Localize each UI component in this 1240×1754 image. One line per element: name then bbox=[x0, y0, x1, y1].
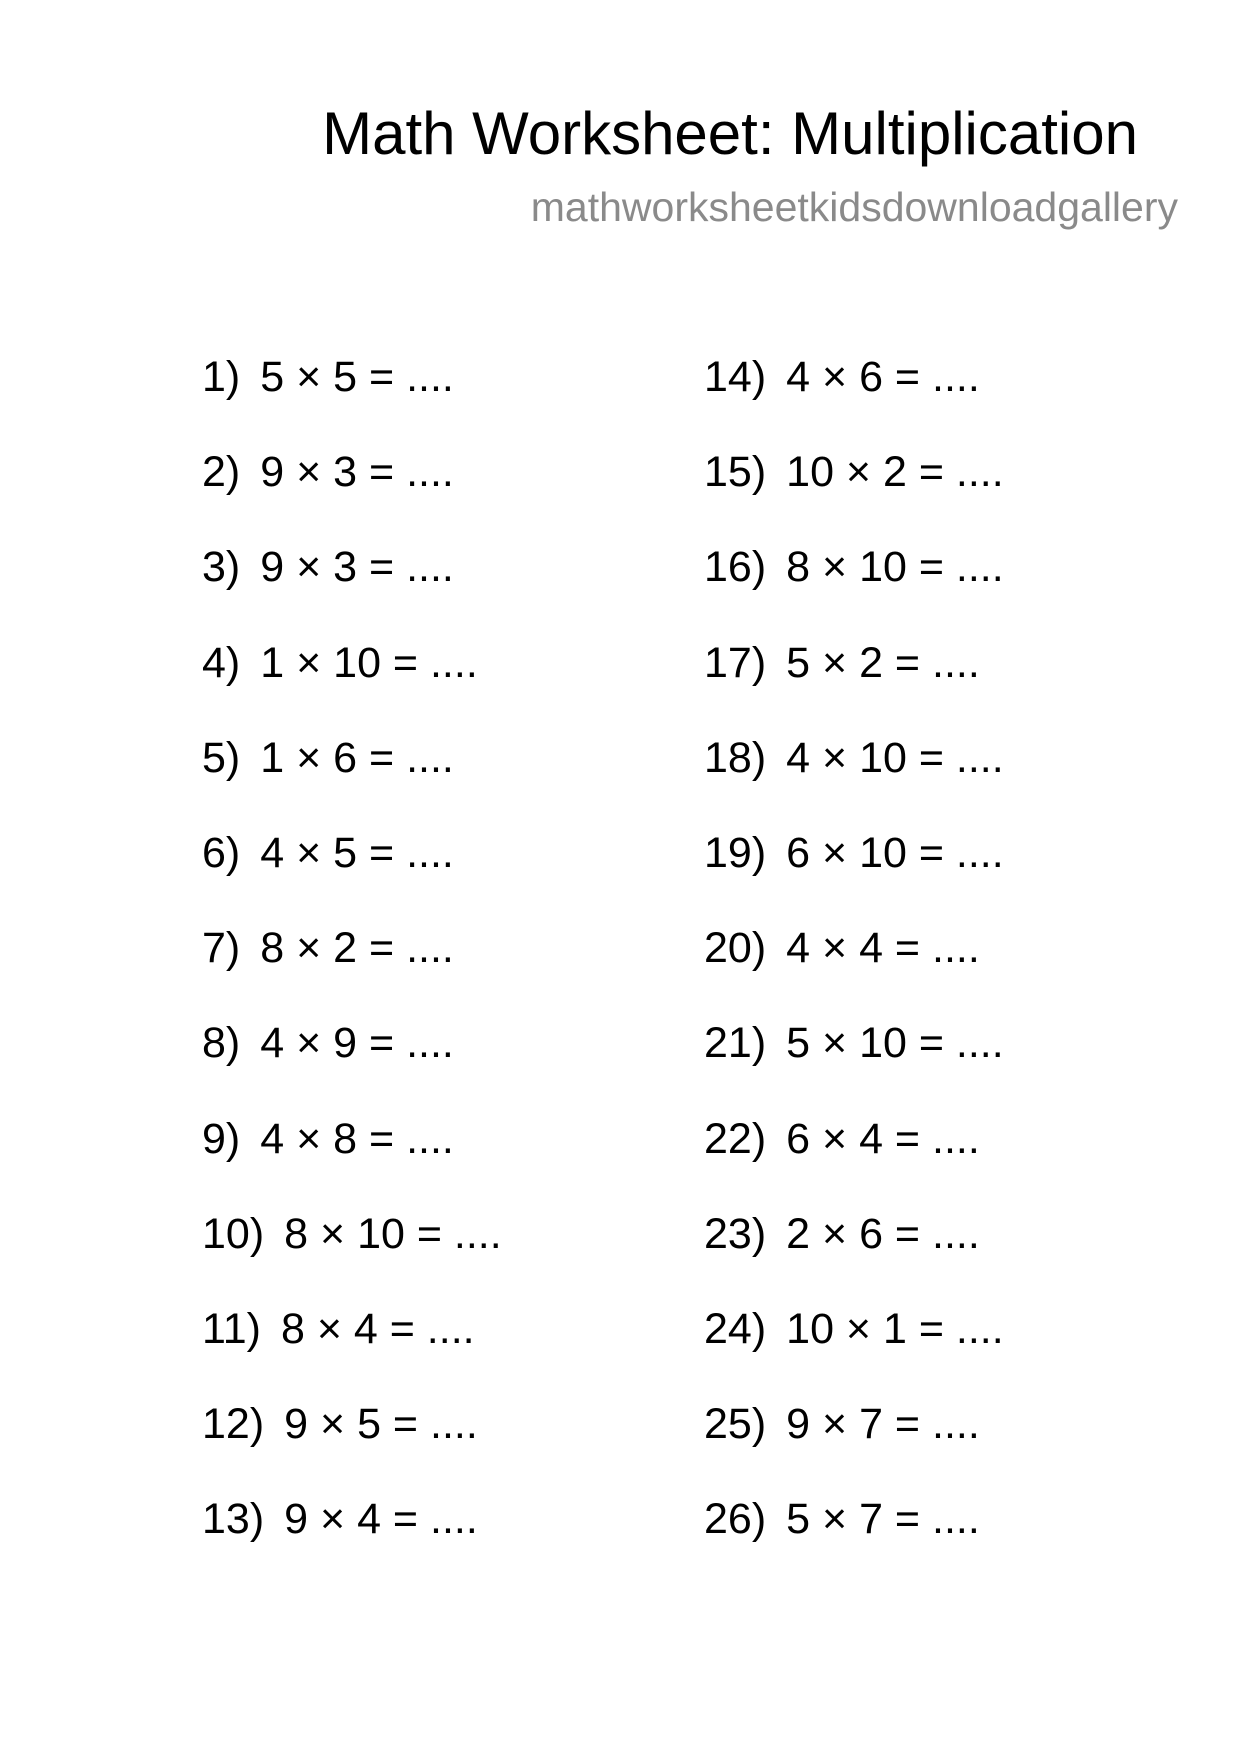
problem-expression: 4 × 4 = .... bbox=[786, 924, 980, 973]
problem-expression: 4 × 8 = .... bbox=[260, 1114, 454, 1163]
problem-number: 16) bbox=[704, 543, 767, 592]
problem-14 bbox=[704, 352, 1184, 447]
problem-column-left bbox=[202, 352, 682, 1589]
problem-expression: 5 × 5 = .... bbox=[260, 353, 454, 401]
problem-number: 22) bbox=[704, 1114, 767, 1163]
problem-number: 13) bbox=[202, 1495, 265, 1544]
problem-number: 18) bbox=[704, 733, 767, 782]
problem-4 bbox=[202, 638, 682, 733]
problem-expression: 8 × 10 = .... bbox=[284, 1209, 502, 1258]
problem-number: 15) bbox=[704, 448, 767, 497]
problem-number: 23) bbox=[704, 1209, 767, 1258]
problem-expression: 10 × 2 = .... bbox=[786, 448, 1004, 497]
problem-expression: 4 × 10 = .... bbox=[786, 733, 1004, 782]
problem-expression: 9 × 7 = .... bbox=[786, 1400, 980, 1449]
problem-24 bbox=[704, 1304, 1184, 1399]
problem-number: 3) bbox=[202, 543, 241, 592]
problem-expression: 9 × 4 = .... bbox=[284, 1495, 478, 1544]
problem-expression: 9 × 3 = .... bbox=[260, 543, 454, 592]
problem-number: 10) bbox=[202, 1209, 265, 1258]
problem-number: 24) bbox=[704, 1304, 767, 1353]
problem-22 bbox=[704, 1114, 1184, 1209]
problem-5 bbox=[202, 733, 682, 828]
problem-expression: 2 × 6 = .... bbox=[786, 1209, 980, 1258]
problem-expression: 4 × 5 = .... bbox=[260, 828, 454, 877]
problem-expression: 4 × 9 = .... bbox=[260, 1019, 454, 1068]
problem-number: 5) bbox=[202, 733, 241, 782]
problem-expression: 8 × 2 = .... bbox=[260, 924, 454, 973]
problem-18 bbox=[704, 733, 1184, 828]
problem-15 bbox=[704, 447, 1184, 542]
worksheet-title: Math Worksheet: Multiplication bbox=[322, 100, 1138, 167]
problem-12 bbox=[202, 1399, 682, 1494]
problem-17 bbox=[704, 638, 1184, 733]
problem-expression: 5 × 2 = .... bbox=[786, 638, 980, 687]
problem-expression: 4 × 6 = .... bbox=[786, 353, 980, 401]
problem-expression: 6 × 10 = .... bbox=[786, 828, 1004, 877]
problem-number: 14) bbox=[704, 353, 767, 401]
problem-expression: 1 × 10 = .... bbox=[260, 638, 478, 687]
problem-expression: 9 × 5 = .... bbox=[284, 1400, 478, 1449]
problem-number: 25) bbox=[704, 1400, 767, 1449]
problem-19 bbox=[704, 828, 1184, 923]
problem-number: 4) bbox=[202, 638, 241, 687]
problem-9 bbox=[202, 1114, 682, 1209]
problem-16 bbox=[704, 542, 1184, 637]
problem-2 bbox=[202, 447, 682, 542]
problem-13 bbox=[202, 1494, 682, 1589]
problem-1 bbox=[202, 352, 682, 447]
problem-number: 26) bbox=[704, 1495, 767, 1544]
problem-number: 7) bbox=[202, 924, 241, 973]
problem-expression: 9 × 3 = .... bbox=[260, 448, 454, 497]
problem-11 bbox=[202, 1304, 682, 1399]
problem-number: 17) bbox=[704, 638, 767, 687]
problem-6 bbox=[202, 828, 682, 923]
problem-number: 11) bbox=[202, 1304, 261, 1353]
problem-number: 21) bbox=[704, 1019, 767, 1068]
problem-number: 20) bbox=[704, 924, 767, 973]
problem-26 bbox=[704, 1494, 1184, 1589]
problem-column-right bbox=[704, 352, 1184, 1589]
problem-10 bbox=[202, 1209, 682, 1304]
problem-expression: 8 × 4 = .... bbox=[280, 1304, 475, 1353]
worksheet-subtitle: mathworksheetkidsdownloadgallery bbox=[530, 184, 1178, 230]
problem-21 bbox=[704, 1018, 1184, 1113]
problem-25 bbox=[704, 1399, 1184, 1494]
problem-number: 1) bbox=[202, 353, 241, 401]
problem-expression: 10 × 1 = .... bbox=[786, 1304, 1004, 1353]
problem-number: 19) bbox=[704, 828, 767, 877]
problem-number: 9) bbox=[202, 1114, 241, 1163]
problem-23 bbox=[704, 1209, 1184, 1304]
problem-number: 6) bbox=[202, 828, 241, 877]
problem-expression: 5 × 7 = .... bbox=[786, 1495, 980, 1544]
problem-3 bbox=[202, 542, 682, 637]
problem-20 bbox=[704, 923, 1184, 1018]
problem-number: 2) bbox=[202, 448, 241, 497]
problem-expression: 6 × 4 = .... bbox=[786, 1114, 980, 1163]
problem-number: 8) bbox=[202, 1019, 241, 1068]
problem-8 bbox=[202, 1018, 682, 1113]
problem-expression: 8 × 10 = .... bbox=[786, 543, 1004, 592]
problem-number: 12) bbox=[202, 1400, 265, 1449]
problem-expression: 1 × 6 = .... bbox=[260, 733, 454, 782]
problem-expression: 5 × 10 = .... bbox=[786, 1019, 1004, 1068]
problem-7 bbox=[202, 923, 682, 1018]
